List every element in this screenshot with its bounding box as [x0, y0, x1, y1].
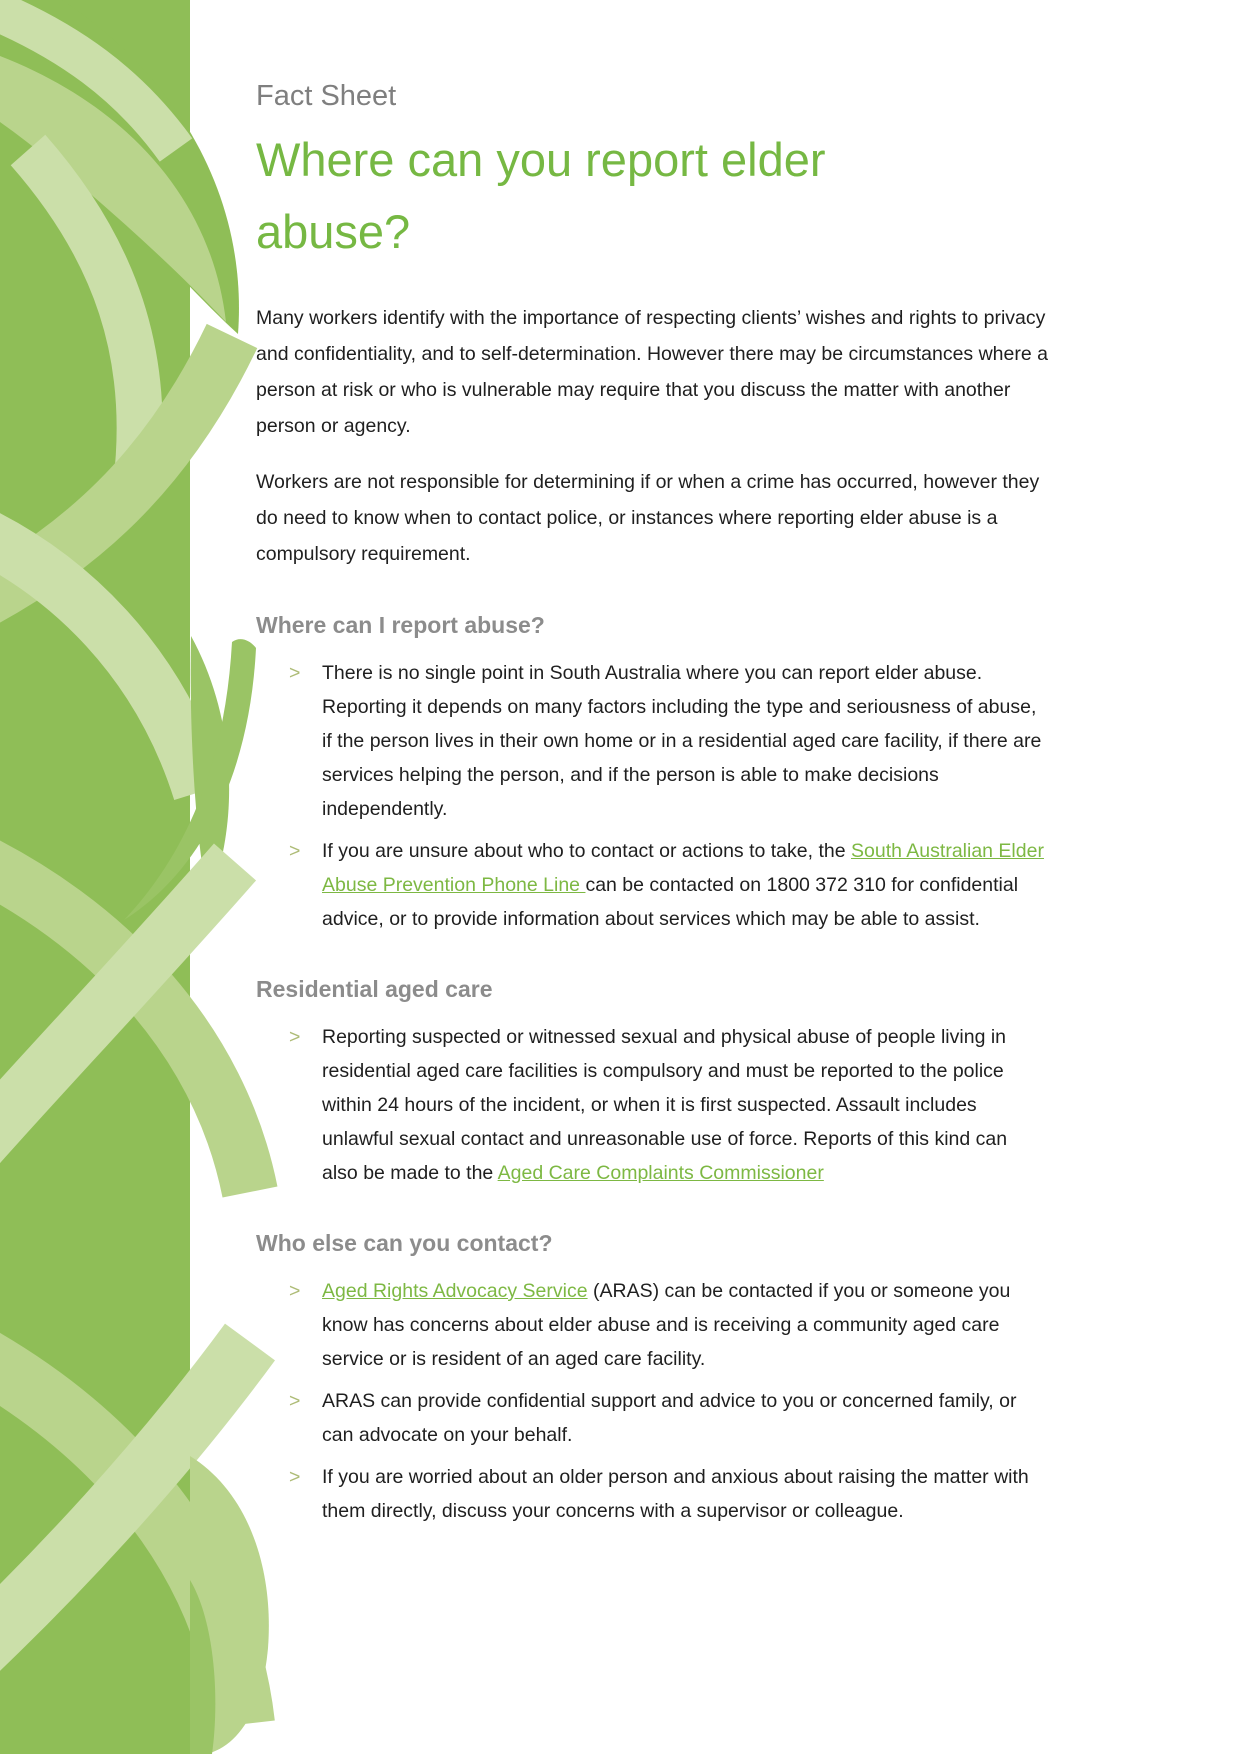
- bullet-marker: >: [289, 1390, 301, 1412]
- bullet-text-segment: can be contacted on 1800 372 310 for confidential advice, or to provide information about services which may be able to assist.: [322, 874, 1019, 930]
- bullet-list-residential-aged-care: [256, 1020, 1048, 1190]
- link-aged-rights-advocacy-service[interactable]: Aged Rights Advocacy Service: [322, 1280, 588, 1302]
- list-item: [256, 1460, 1048, 1528]
- bullet-text: [322, 840, 1044, 930]
- bullet-marker: >: [289, 1280, 301, 1302]
- list-item: [256, 834, 1048, 936]
- list-item: [256, 656, 1048, 826]
- intro-paragraph-2: Workers are not responsible for determining if or when a crime has occurred, however they do need to know when to contact police, or instances where reporting elder abuse is a compulsory requirement.: [256, 471, 1040, 565]
- bullet-list-who-else-contact: [256, 1274, 1048, 1528]
- list-item: [256, 1384, 1048, 1452]
- bullet-text-segment: (ARAS) can be contacted if you or someone you know has concerns about elder abuse and is receiving a community aged care service or is resident of an aged care facility.: [322, 1280, 1011, 1370]
- section-heading-residential-aged-care: Residential aged care: [256, 976, 493, 1002]
- link-aged-care-complaints-commissioner[interactable]: Aged Care Complaints Commissioner: [497, 1162, 824, 1184]
- link-sa-elder-abuse-phone-line[interactable]: South Australian Elder Abuse Prevention Phone Line: [322, 840, 1044, 896]
- section-heading-where-report: Where can I report abuse?: [256, 612, 545, 638]
- content-area: [256, 0, 1048, 1528]
- bullet-text-segment: If you are unsure about who to contact or actions to take, the: [322, 840, 851, 862]
- bullet-text: [322, 1026, 1007, 1184]
- document-type-label: Fact Sheet: [256, 80, 397, 112]
- bullet-marker: >: [289, 1466, 301, 1488]
- page-title: Where can you report elder abuse?: [256, 133, 826, 258]
- bullet-list-where-report: [256, 656, 1048, 936]
- bullet-text: ARAS can provide confidential support and advice to you or concerned family, or can advocate on your behalf.: [322, 1390, 1017, 1446]
- list-item: [256, 1020, 1048, 1190]
- bullet-text: If you are worried about an older person and anxious about raising the matter with them directly, discuss your concerns with a supervisor or colleague.: [322, 1466, 1029, 1522]
- bullet-text: There is no single point in South Australia where you can report elder abuse. Reporting it depends on many factors including the type and seriousness of abuse, if the person lives in their own home or in a residential aged care facility, if there are services helping the person, and if the person is able to make decisions independently.: [322, 662, 1042, 820]
- section-heading-who-else-contact: Who else can you contact?: [256, 1230, 553, 1256]
- bullet-text: [322, 1280, 1010, 1370]
- bullet-text-segment: Reporting suspected or witnessed sexual and physical abuse of people living in residential aged care facilities is compulsory and must be reported to the police within 24 hours of the incident, or when it is first suspected. Assault includes unlawful sexual contact and unreasonable use of force. Reports of this kind can also be made to the: [322, 1026, 1008, 1184]
- list-item: [256, 1274, 1048, 1376]
- bullet-marker: >: [289, 1026, 301, 1048]
- bullet-marker: >: [289, 840, 301, 862]
- bullet-marker: >: [289, 662, 301, 684]
- intro-paragraph-1: Many workers identify with the importance of respecting clients’ wishes and rights to privacy and confidentiality, and to self-determination. However there may be circumstances where a person at risk or who is vulnerable may require that you discuss the matter with another person or agency.: [256, 307, 1048, 437]
